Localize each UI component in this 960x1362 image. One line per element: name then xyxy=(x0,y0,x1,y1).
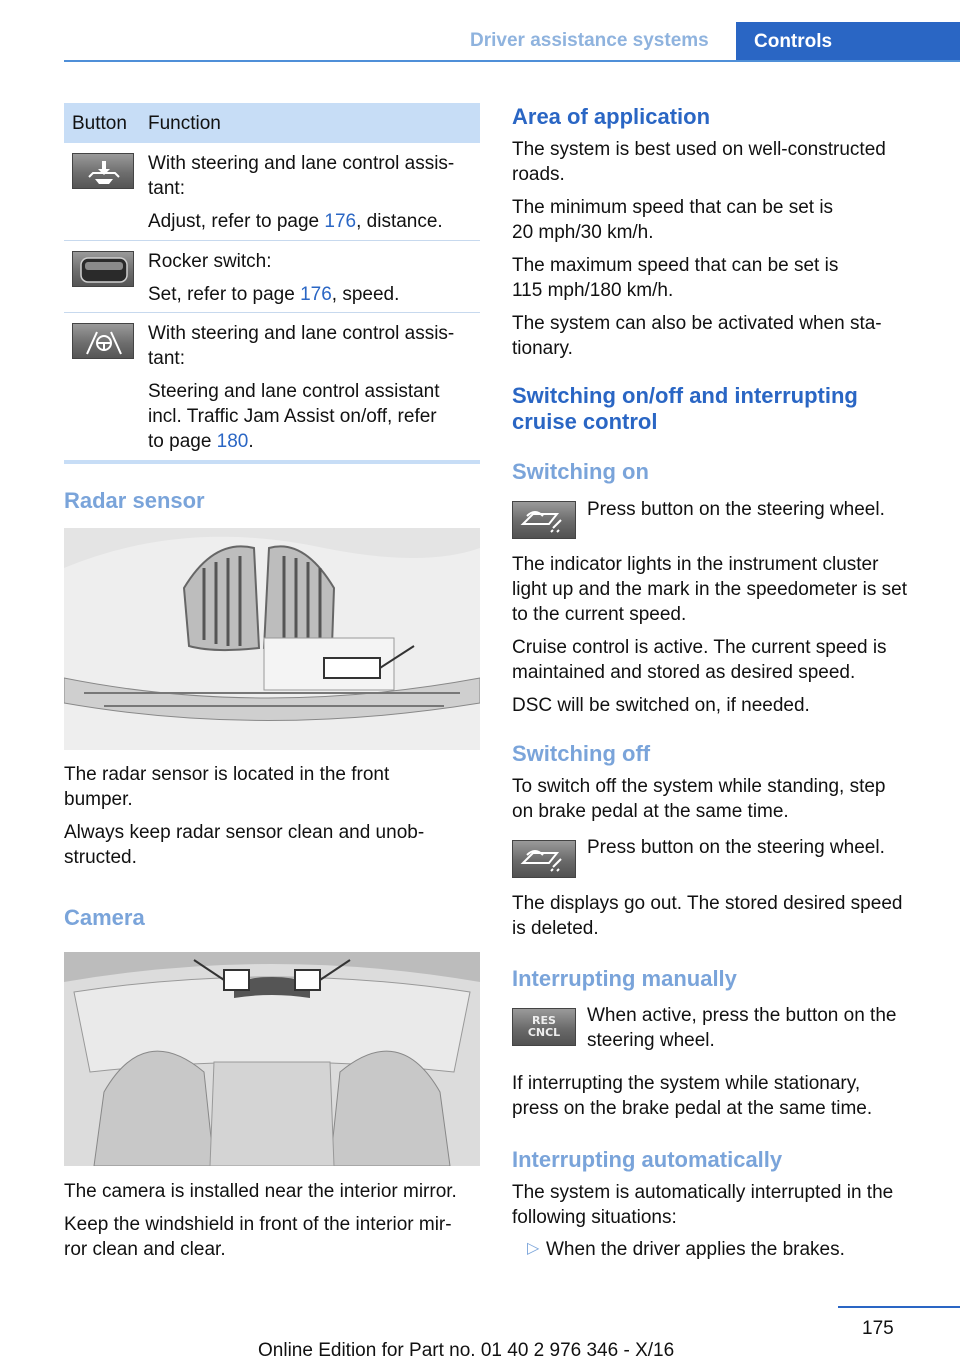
row1-line3-pre: Adjust, refer to page xyxy=(148,211,325,232)
row1-line3 xyxy=(148,209,478,234)
on-p2-line2: maintained and stored as desired speed. xyxy=(512,662,856,683)
row3-line3: Steering and lane control assistant xyxy=(148,381,440,402)
header-tab-label: Controls xyxy=(754,31,833,52)
switching-off-text-2 xyxy=(512,891,932,941)
area-p4-line2: tionary. xyxy=(512,338,573,359)
on-p1-line1: The indicator lights in the instrument cluster xyxy=(512,554,879,575)
switching-heading xyxy=(512,383,858,435)
radar-p1-line2: bumper. xyxy=(64,789,133,810)
table-header-function: Function xyxy=(148,113,221,134)
cruise-control-button-icon xyxy=(512,840,576,878)
row1-line3-post: , distance. xyxy=(356,211,443,232)
switching-on-heading: Switching on xyxy=(512,459,649,484)
off-p1-line1: To switch off the system while standing, step xyxy=(512,776,886,797)
table-header xyxy=(64,103,480,143)
cncl-label: CNCL xyxy=(527,1026,561,1039)
row2-line1: Rocker switch: xyxy=(148,251,272,272)
auto-p1-line2: following situations: xyxy=(512,1207,677,1228)
page-link-180[interactable]: 180 xyxy=(216,431,249,452)
area-p3-line1: The maximum speed that can be set is xyxy=(512,255,839,276)
on-p1-line3: to the current speed. xyxy=(512,604,687,625)
row-separator xyxy=(64,240,480,241)
row3-line4: incl. Traffic Jam Assist on/off, refer xyxy=(148,406,437,427)
res-cncl-button-icon xyxy=(512,1008,576,1046)
header-tab xyxy=(736,22,960,62)
area-p2-line1: The minimum speed that can be set is xyxy=(512,197,834,218)
cruise-control-button-icon xyxy=(512,501,576,539)
steering-assist-icon xyxy=(72,323,134,359)
res-cncl-label xyxy=(513,1015,575,1039)
area-p1-line1: The system is best used on well-constructed xyxy=(512,139,886,160)
manual-press-line1: When active, press the button on the xyxy=(587,1005,897,1026)
radar-p1-line1: The radar sensor is located in the front xyxy=(64,764,390,785)
area-p3-line2: 115 mph/180 km/h. xyxy=(512,280,674,301)
row3-line5-post: . xyxy=(248,431,254,452)
off-p2-line1: The displays go out. The stored desired speed xyxy=(512,893,903,914)
footer-rule xyxy=(838,1306,960,1308)
row2-line2 xyxy=(148,282,478,307)
row-separator xyxy=(64,312,480,313)
camera-p1: The camera is installed near the interior mirror. xyxy=(64,1181,457,1202)
row1-line2: tant: xyxy=(148,178,185,199)
area-p2-line2: 20 mph/30 km/h. xyxy=(512,222,654,243)
radar-sensor-image xyxy=(64,528,480,750)
area-p1-line2: roads. xyxy=(512,164,565,185)
camera-image xyxy=(64,952,480,1166)
header-section-title: Driver assistance systems xyxy=(470,30,709,51)
page-number: 175 xyxy=(862,1318,894,1339)
row3-line5 xyxy=(148,429,478,454)
switching-off-heading: Switching off xyxy=(512,741,651,766)
row3-line2: tant: xyxy=(148,348,185,369)
interrupt-auto-text xyxy=(512,1180,932,1230)
switching-off-press: Press button on the steering wheel. xyxy=(587,837,885,858)
row1-line1: With steering and lane control assis- xyxy=(148,153,455,174)
bullet-triangle-icon: ▷ xyxy=(527,1240,540,1257)
page-link-176[interactable]: 176 xyxy=(324,211,357,232)
page-link-176[interactable]: 176 xyxy=(300,284,332,305)
interrupt-manual-text xyxy=(512,1071,932,1121)
switching-heading-line2: cruise control xyxy=(512,409,658,434)
row3-line5-pre: to page xyxy=(148,431,217,452)
switching-off-text xyxy=(512,774,932,824)
table-header-button: Button xyxy=(72,113,127,134)
camera-heading: Camera xyxy=(64,905,145,930)
row2-line2-post: , speed. xyxy=(331,284,400,305)
row2-line2-pre: Set, refer to page xyxy=(148,284,301,305)
off-p1-line2: on brake pedal at the same time. xyxy=(512,801,789,822)
area-text xyxy=(512,137,932,361)
area-heading: Area of application xyxy=(512,104,711,129)
off-p2-line2: is deleted. xyxy=(512,918,599,939)
on-p1-line2: light up and the mark in the speedometer is set xyxy=(512,579,908,600)
camera-p2-line2: ror clean and clear. xyxy=(64,1239,226,1260)
switching-heading-line1: Switching on/off and interrupting xyxy=(512,383,858,408)
radar-p2-line2: structed. xyxy=(64,847,137,868)
area-p4-line1: The system can also be activated when sta- xyxy=(512,313,882,334)
switching-on-text xyxy=(512,552,932,718)
res-label: RES xyxy=(532,1014,556,1027)
list-item: When the driver applies the brakes. xyxy=(546,1239,845,1260)
table-row xyxy=(148,151,478,234)
manual-p1-line1: If interrupting the system while stationary, xyxy=(512,1073,861,1094)
auto-p1-line1: The system is automatically interrupted in the xyxy=(512,1182,894,1203)
on-p2-line1: Cruise control is active. The current speed is xyxy=(512,637,887,658)
switching-on-press: Press button on the steering wheel. xyxy=(587,499,885,520)
row3-line1: With steering and lane control assis- xyxy=(148,323,455,344)
manual-press-line2: steering wheel. xyxy=(587,1030,715,1051)
interrupt-manual-press xyxy=(587,1003,932,1053)
rocker-switch-icon xyxy=(72,251,134,287)
interrupt-auto-heading: Interrupting automatically xyxy=(512,1147,783,1172)
manual-p1-line2: press on the brake pedal at the same time. xyxy=(512,1098,873,1119)
interrupt-manual-heading: Interrupting manually xyxy=(512,966,737,991)
radar-text xyxy=(64,762,480,870)
table-bottom-rule xyxy=(64,460,480,464)
radar-heading: Radar sensor xyxy=(64,488,205,513)
on-p3: DSC will be switched on, if needed. xyxy=(512,695,810,716)
header-rule xyxy=(64,60,960,62)
distance-icon xyxy=(72,153,134,189)
radar-p2-line1: Always keep radar sensor clean and unob- xyxy=(64,822,425,843)
camera-text xyxy=(64,1179,480,1262)
footer-text: Online Edition for Part no. 01 40 2 976 346 - X/16 xyxy=(258,1340,675,1361)
table-row xyxy=(148,249,478,307)
camera-p2-line1: Keep the windshield in front of the interior mir- xyxy=(64,1214,452,1235)
table-row xyxy=(148,321,478,454)
